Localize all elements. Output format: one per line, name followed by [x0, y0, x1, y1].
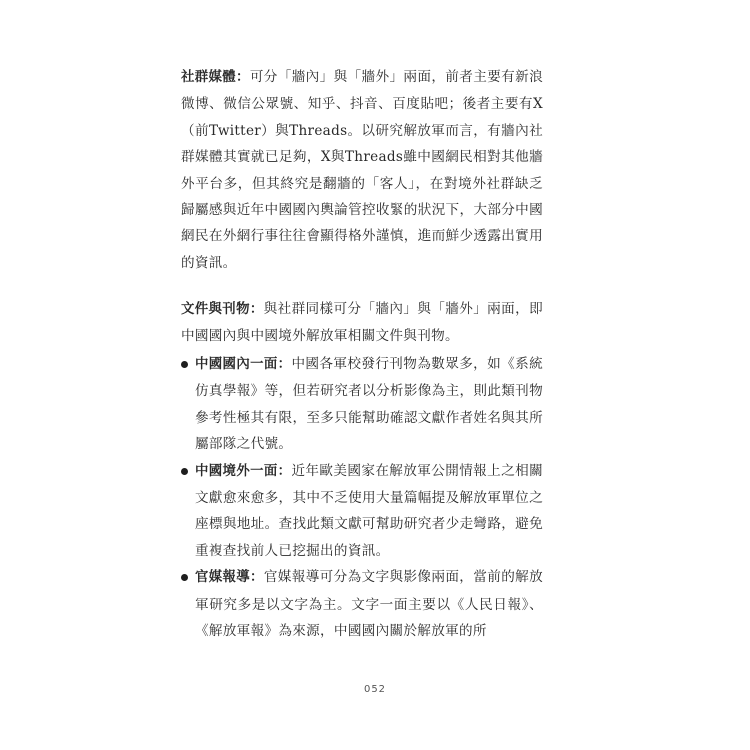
bullet-term: 中國國內一面： — [195, 357, 292, 372]
bullet-term: 官媒報導： — [195, 570, 264, 586]
page-number: 052 — [363, 684, 387, 695]
bullet-dot-icon — [181, 468, 188, 475]
bullet-dot-icon — [181, 574, 188, 581]
paragraph-documents — [181, 296, 543, 350]
term-social-media: 社群媒體： — [181, 70, 250, 85]
list-item — [181, 351, 543, 458]
bullet-list — [181, 351, 543, 644]
list-item — [181, 458, 543, 565]
list-item — [181, 564, 543, 644]
bullet-dot-icon — [181, 361, 188, 368]
bullet-text: 近年歐美國家在解放軍公開情報上之相關文獻愈來愈多，其中不乏使用大量篇幅提及解放軍單位之座標與地址。查找此類文獻可幫助研究者少走彎路，避免重複查找前人已挖掘出的資訊。 — [195, 462, 543, 559]
bullet-term: 中國境外一面： — [195, 463, 292, 479]
paragraph-documents-text: 與社群同樣可分「牆內」與「牆外」兩面，即中國國內與中國境外解放軍相關文件與刊物。 — [181, 301, 543, 345]
paragraph-social-media — [181, 64, 543, 276]
bullet-text: 中國各軍校發行刊物為數眾多，如《系統仿真學報》等，但若研究者以分析影像為主，則此類刊物參考性極其有限，至多只能幫助確認文獻作者姓名與其所屬部隊之代號。 — [195, 356, 543, 453]
term-documents: 文件與刊物： — [181, 302, 264, 317]
bullet-text: 官媒報導可分為文字與影像兩面，當前的解放軍研究多是以文字為主。文字一面主要以《人民日報》、《解放軍報》為來源，中國國內關於解放軍的所 — [195, 569, 544, 640]
paragraph-social-media-text: 可分「牆內」與「牆外」兩面，前者主要有新浪微博、微信公眾號、知乎、抖音、百度貼吧；後者主要有X（前Twitter）與Threads。以研究解放軍而言，有牆內社群媒體其實就已足夠，X與Threads雖中國網民相對其他牆外平台多，但其終究是翻牆的「客人」，在對境外社群缺乏歸屬感與近年中國國內輿論管控收緊的狀況下，大部分中國網民在外網行事往往會顯得格外謹慎，進而鮮少透露出實用的資訊。 — [181, 69, 543, 271]
